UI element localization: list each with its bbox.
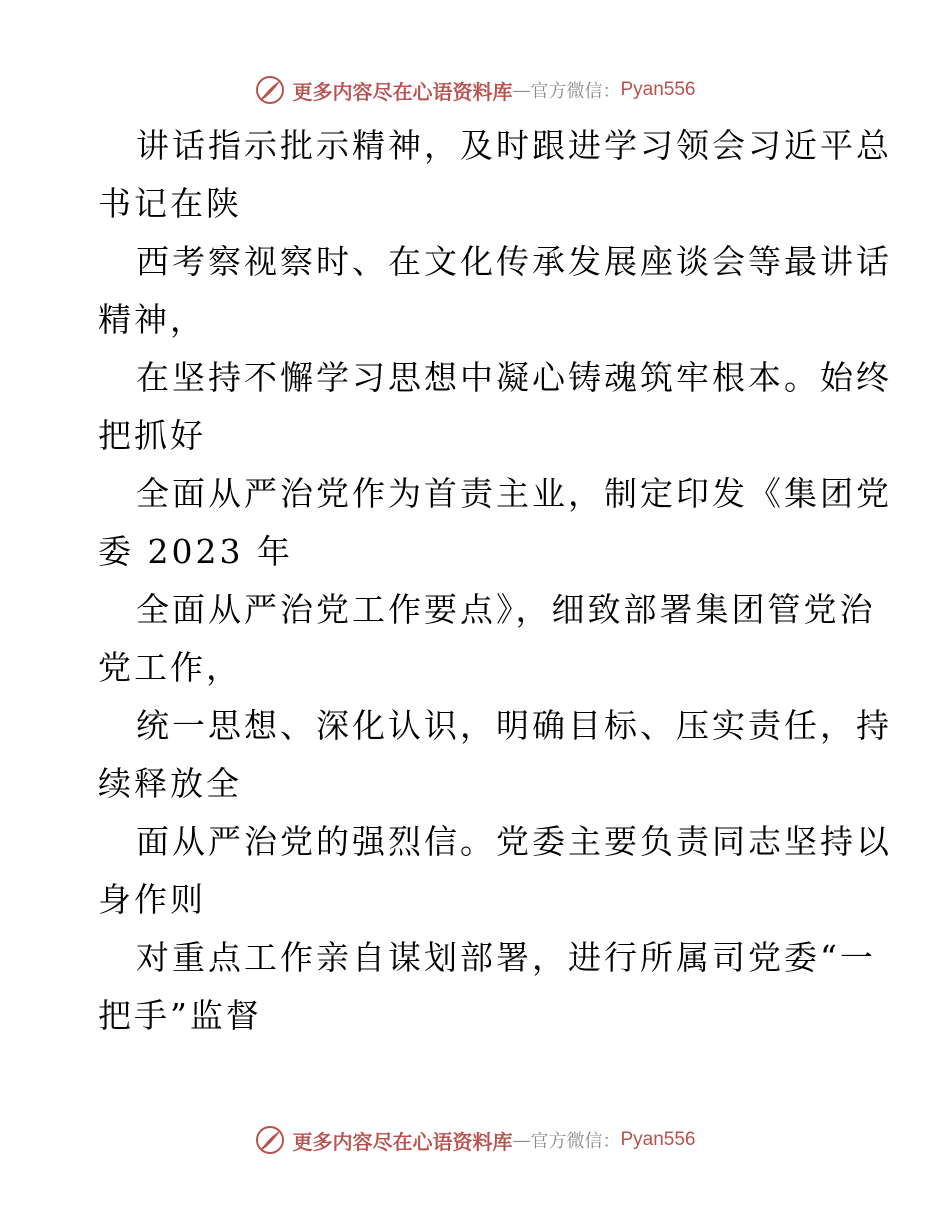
header-watermark: [0, 70, 950, 110]
watermark-sub-text: 官方微信：: [530, 1131, 621, 1152]
text-line: 把抓好: [98, 416, 206, 455]
watermark-sub-text: 官方微信：: [530, 81, 621, 102]
watermark-main-text: 更多内容尽在心语资料库: [292, 1129, 513, 1154]
text-line: 西考察视察时、在文化传承发展座谈会等最讲话: [136, 242, 892, 281]
watermark-dash: —: [512, 1129, 531, 1151]
feather-pen-logo-icon: [254, 74, 286, 106]
text-line: 全面从严治党作为首责主业，制定印发《集团党: [136, 474, 892, 513]
text-line: 续释放全: [98, 764, 242, 803]
footer-watermark: [0, 1120, 950, 1160]
text-line: 统一思想、深化认识，明确目标、压实责任，持: [136, 706, 892, 745]
text-line: 身作则: [98, 880, 206, 919]
text-line: 面从严治党的强烈信。党委主要负责同志坚持以: [136, 822, 892, 861]
text-line: 书记在陕: [98, 184, 242, 223]
watermark-wechat-id: Pyan556: [620, 1129, 696, 1150]
text-line: 把手”监督: [98, 996, 262, 1035]
watermark-dash: —: [512, 79, 531, 101]
watermark-wechat-id: Pyan556: [620, 79, 696, 100]
text-line: 委 2023 年: [98, 532, 293, 571]
watermark-main-text: 更多内容尽在心语资料库: [292, 79, 513, 104]
feather-pen-logo-icon: [254, 1124, 286, 1156]
text-line: 精神，: [98, 300, 206, 339]
text-line: 全面从严治党工作要点》，细致部署集团管党治: [136, 590, 876, 629]
text-line: 党工作，: [98, 648, 242, 687]
body-text: [98, 117, 892, 1045]
text-line: 对重点工作亲自谋划部署，进行所属司党委“一: [136, 938, 876, 977]
text-line: 讲话指示批示精神，及时跟进学习领会习近平总: [136, 126, 892, 165]
text-line: 在坚持不懈学习思想中凝心铸魂筑牢根本。始终: [136, 358, 892, 397]
